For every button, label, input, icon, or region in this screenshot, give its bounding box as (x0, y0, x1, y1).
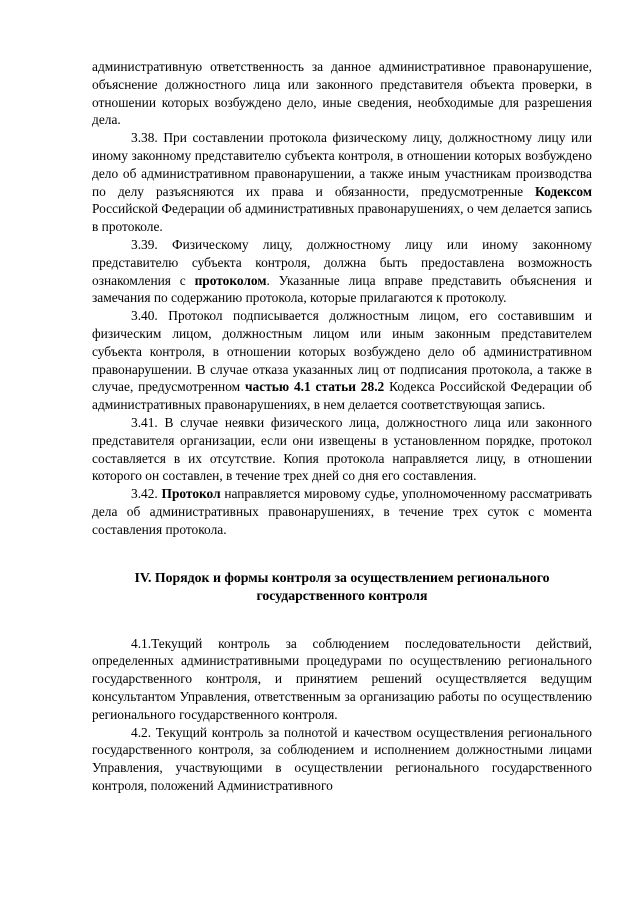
paragraph-text: Российской Федерации об административных правонарушениях, о чем делается запись в протоколе. (92, 201, 592, 235)
paragraph-text: 3.42. (131, 486, 162, 502)
paragraph-4-1 (92, 635, 592, 724)
paragraph-text: 4.2. Текущий контроль за полнотой и качеством осуществления регионального государственного контроля, за соблюдением и исполнением должностными лицами Управления, участвующими в осуществлении регионального государственного контроля, положений Административного (92, 724, 592, 793)
paragraph-3-39 (92, 236, 592, 307)
paragraph-text: 3.40. Протокол подписывается должностным лицом, его составившим и физическим лицом, должностным лицом или иным законным представителем субъекта контроля, в отношении которых возбуждено дело об административном правонарушении. В случае отказа указанных лиц от подписания протокола, а также в случае, предусмотренном (92, 308, 592, 395)
paragraph-text: 4.1.Текущий контроль за соблюдением последовательности действий, определенных административными процедурами по осуществлению регионального государственного контроля, и принятием решений осуществляется ведущим консультантом Управления, ответственным за организацию работы по осуществлению регионального государственного контроля. (92, 635, 592, 722)
bold-reference: протоколом (194, 272, 267, 288)
paragraph-3-41 (92, 414, 592, 485)
section-heading-line-1: IV. Порядок и формы контроля за осуществлением регионального (134, 569, 550, 585)
paragraph-4-2 (92, 724, 592, 795)
paragraph-text: 3.41. В случае неявки физического лица, должностного лица или законного представителя организации, если они извещены в установленном порядке, протокол составляется в их отсутствие. Копия протокола направляется лицу, в отношении которого он составлен, в течение трех дней со дня его составления. (92, 414, 592, 484)
section-heading-line-2: государственного контроля (256, 587, 428, 603)
paragraph-text: . Указанные лица вправе представить объяснения и замечания по содержанию протокола, которые прилагаются к протоколу. (92, 272, 592, 306)
document-body (92, 58, 592, 795)
bold-reference: частью 4.1 статьи 28.2 (245, 379, 385, 395)
paragraph-text: 3.38. При составлении протокола физическому лицу, должностному лицу или иному законному представителю субъекта контроля, в отношении которых возбуждено дело об административном правонарушении, а также иным участникам производства по делу разъясняются их права и обязанности, предусмотренные (92, 130, 592, 199)
paragraph-3-38 (92, 129, 592, 236)
paragraph-text: Кодекса Российской Федерации об административных правонарушениях, в нем делается соответствующая запись. (92, 379, 592, 413)
paragraph-continuation (92, 58, 592, 129)
paragraph-text: административную ответственность за данное административное правонарушение, объяснение должностного лица или законного представителя объекта проверки, в отношении которых возбуждено дело, иные сведения, необходимые для разрешения дела. (92, 59, 592, 128)
paragraph-3-40 (92, 307, 592, 414)
paragraph-3-42 (92, 485, 592, 538)
section-heading (92, 569, 592, 605)
bold-reference: Протокол (161, 486, 221, 502)
bold-reference: Кодексом (535, 183, 592, 199)
paragraph-text: направляется мировому судье, уполномоченному рассматривать дела об административных правонарушениях, в течение трех суток с момента составления протокола. (92, 486, 592, 537)
paragraph-text: 3.39. Физическому лицу, должностному лицу или иному законному представителю субъекта контроля, должна быть предоставлена возможность ознакомления с (92, 236, 592, 288)
